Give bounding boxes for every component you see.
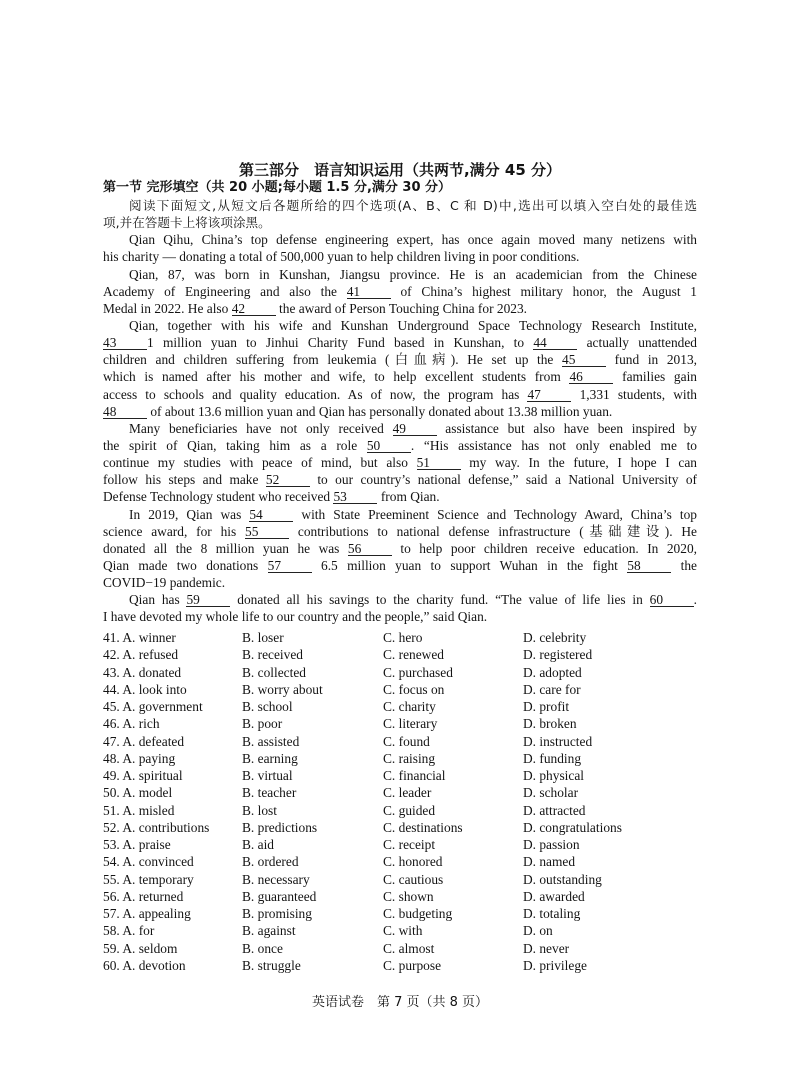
option-b: B. aid xyxy=(242,837,274,852)
option-c: C. raising xyxy=(383,750,436,766)
option-a: 55. A. temporary xyxy=(103,871,194,887)
option-b: B. teacher xyxy=(242,785,297,801)
text-line xyxy=(103,608,697,625)
blank-44: 44 xyxy=(533,336,577,350)
option-c: C. literary xyxy=(383,716,438,732)
question-row xyxy=(103,750,697,767)
text-line xyxy=(103,283,697,300)
text-segment: Medal in 2022. He also xyxy=(103,300,232,316)
blank-45: 45 xyxy=(562,353,606,367)
option-b: B. once xyxy=(242,940,283,956)
question-row xyxy=(103,819,697,836)
text-segment: fund in 2013, xyxy=(606,352,697,368)
option-c: C. almost xyxy=(383,940,435,956)
blank-46: 46 xyxy=(569,370,613,384)
text-segment: Qian made two donations xyxy=(103,557,268,573)
text-line xyxy=(103,540,697,557)
text-segment: 项,并在答题卡上将该项涂黑。 xyxy=(103,215,271,231)
blank-48: 48 xyxy=(103,405,147,419)
option-c: C. destinations xyxy=(383,819,463,835)
text-segment: from Qian. xyxy=(377,489,440,505)
option-b: B. earning xyxy=(242,750,298,766)
question-row xyxy=(103,871,697,888)
option-a: 44. A. look into xyxy=(103,681,187,697)
option-a: 45. A. government xyxy=(103,699,203,714)
text-line xyxy=(103,266,697,283)
text-segment: contributions to national defense infrastructure (基础建设). He xyxy=(289,523,698,539)
question-row xyxy=(103,784,697,801)
option-b: B. lost xyxy=(242,802,277,818)
paragraph xyxy=(103,591,697,625)
option-b: B. poor xyxy=(242,716,283,732)
paragraph xyxy=(103,506,697,592)
question-row xyxy=(103,767,697,784)
question-row xyxy=(103,836,697,853)
option-d: D. scholar xyxy=(523,785,579,801)
text-segment: 6.5 million yuan to support Wuhan in the fight xyxy=(311,557,628,573)
blank-43: 43 xyxy=(103,336,147,350)
option-d: D. broken xyxy=(523,716,577,732)
text-segment: 1,331 students, with xyxy=(571,386,697,402)
text-segment: 阅读下面短文,从短文后各题所给的四个选项(A、B、C 和 D)中,选出可以填入空白处的最佳选 xyxy=(129,198,697,213)
option-b: B. received xyxy=(242,647,303,663)
instructions xyxy=(103,197,697,231)
text-line xyxy=(103,523,697,540)
paragraph xyxy=(103,231,697,265)
blank-52: 52 xyxy=(266,473,310,487)
question-row xyxy=(103,698,697,715)
option-d: D. funding xyxy=(523,750,582,766)
text-segment: of about 13.6 million yuan and Qian has personally donated about 13.38 million yuan. xyxy=(147,403,613,419)
text-segment: donated all the 8 million yuan he was xyxy=(103,540,348,556)
option-a: 46. A. rich xyxy=(103,716,160,732)
text-segment: his charity — donating a total of 500,000 yuan to help children living in poor conditions. xyxy=(103,249,580,265)
option-c: C. honored xyxy=(383,854,443,870)
text-segment: my way. In the future, I hope I can xyxy=(460,455,698,471)
text-segment: follow his steps and make xyxy=(103,472,266,488)
paragraph xyxy=(103,420,697,506)
option-b: B. collected xyxy=(242,664,306,680)
option-b: B. school xyxy=(242,699,293,714)
page-footer: 英语试卷 第 7 页（共 8 页） xyxy=(311,995,489,1010)
option-c: C. purpose xyxy=(383,957,442,973)
text-segment: 1 million yuan to Jinhui Charity Fund based in Kunshan, to xyxy=(147,335,534,351)
text-line xyxy=(103,231,697,248)
question-row xyxy=(103,629,697,646)
text-line xyxy=(103,488,697,505)
option-d: D. congratulations xyxy=(523,819,622,835)
paragraph xyxy=(103,317,697,420)
text-line xyxy=(103,386,697,403)
text-line xyxy=(103,471,697,488)
option-b: B. assisted xyxy=(242,733,300,749)
option-d: D. care for xyxy=(523,681,581,697)
question-row xyxy=(103,940,697,957)
text-line xyxy=(103,368,697,385)
option-b: B. against xyxy=(242,923,296,939)
text-segment: . xyxy=(693,592,697,608)
text-line xyxy=(103,557,697,574)
blank-60: 60 xyxy=(650,593,694,607)
text-line xyxy=(103,591,697,608)
option-d: D. named xyxy=(523,854,576,870)
option-d: D. registered xyxy=(523,647,593,663)
option-a: 54. A. convinced xyxy=(103,854,194,870)
option-b: B. necessary xyxy=(242,871,310,887)
option-b: B. struggle xyxy=(242,957,301,973)
option-a: 53. A. praise xyxy=(103,837,171,852)
option-a: 48. A. paying xyxy=(103,750,176,766)
text-segment: the award of Person Touching China for 2023. xyxy=(275,300,528,316)
text-segment: with State Preeminent Science and Technology Award, China’s top xyxy=(293,506,697,522)
option-d: D. attracted xyxy=(523,802,586,818)
exam-page xyxy=(103,161,697,626)
text-line xyxy=(103,317,697,334)
blank-58: 58 xyxy=(627,559,671,573)
option-c: C. renewed xyxy=(383,647,444,663)
option-d: D. awarded xyxy=(523,888,585,904)
text-segment: to our country’s national defense,” said a National University of xyxy=(309,472,697,488)
option-a: 41. A. winner xyxy=(103,630,176,645)
option-d: D. outstanding xyxy=(523,871,602,887)
text-line xyxy=(103,214,697,231)
option-a: 50. A. model xyxy=(103,785,173,801)
question-row xyxy=(103,853,697,870)
question-row xyxy=(103,664,697,681)
option-a: 49. A. spiritual xyxy=(103,768,183,783)
text-segment: Many beneficiaries have not only received xyxy=(129,420,393,436)
option-d: D. never xyxy=(523,940,570,956)
text-segment: Defense Technology student who received xyxy=(103,489,334,505)
question-row xyxy=(103,681,697,698)
blank-56: 56 xyxy=(348,542,392,556)
text-line xyxy=(103,248,697,265)
text-segment: families gain xyxy=(613,369,697,385)
text-segment: actually unattended xyxy=(577,335,697,351)
option-b: B. worry about xyxy=(242,681,323,697)
text-segment: the xyxy=(671,557,697,573)
text-segment: assistance but also have been inspired by xyxy=(436,420,698,436)
option-b: B. virtual xyxy=(242,768,293,783)
text-line xyxy=(103,506,697,523)
option-a: 59. A. seldom xyxy=(103,940,178,956)
text-segment: children and children suffering from leukemia (白血病). He set up the xyxy=(103,352,563,368)
option-c: C. with xyxy=(383,923,423,939)
option-d: D. physical xyxy=(523,768,584,783)
option-a: 58. A. for xyxy=(103,923,155,939)
option-a: 52. A. contributions xyxy=(103,819,210,835)
text-line xyxy=(103,574,697,591)
text-segment: Qian Qihu, China’s top defense engineering expert, has once again moved many netizens with xyxy=(129,232,697,248)
text-segment: which is named after his mother and wife, to help excellent students from xyxy=(103,369,570,385)
blank-42: 42 xyxy=(232,302,276,316)
question-row xyxy=(103,957,697,974)
option-c: C. cautious xyxy=(383,871,444,887)
option-b: B. predictions xyxy=(242,819,318,835)
text-line xyxy=(103,351,697,368)
text-segment: access to schools and quality education. As of now, the program has xyxy=(103,386,528,402)
text-segment: of China’s highest military honor, the August 1 xyxy=(390,283,697,299)
text-line xyxy=(103,403,697,420)
option-b: B. promising xyxy=(242,906,312,921)
text-segment: Qian has xyxy=(129,592,187,608)
option-d: D. instructed xyxy=(523,733,593,749)
question-row xyxy=(103,905,697,922)
blank-55: 55 xyxy=(245,525,289,539)
text-segment: In 2019, Qian was xyxy=(129,506,250,522)
text-line xyxy=(103,300,697,317)
section-title: 第一节 完形填空（共 20 小题;每小题 1.5 分,满分 30 分） xyxy=(103,180,452,195)
blank-57: 57 xyxy=(268,559,312,573)
text-line xyxy=(103,454,697,471)
option-a: 42. A. refused xyxy=(103,647,179,663)
text-segment: Academy of Engineering and also the xyxy=(103,283,347,299)
option-d: D. profit xyxy=(523,699,570,714)
question-row xyxy=(103,888,697,905)
blank-54: 54 xyxy=(249,508,293,522)
text-line xyxy=(103,197,697,214)
text-segment: . “His assistance has not only enabled me to xyxy=(410,437,697,453)
blank-50: 50 xyxy=(367,439,411,453)
text-line xyxy=(103,334,697,351)
question-row xyxy=(103,802,697,819)
cloze-passage xyxy=(103,197,697,626)
option-c: C. found xyxy=(383,733,430,749)
answer-options xyxy=(103,629,697,974)
option-c: C. hero xyxy=(383,630,423,645)
blank-53: 53 xyxy=(333,490,377,504)
option-a: 43. A. donated xyxy=(103,664,182,680)
option-c: C. leader xyxy=(383,785,432,801)
option-b: B. guaranteed xyxy=(242,888,317,904)
option-d: D. adopted xyxy=(523,664,582,680)
blank-41: 41 xyxy=(347,285,391,299)
text-segment: the spirit of Qian, taking him as a role xyxy=(103,437,367,453)
text-segment: COVID−19 pandemic. xyxy=(103,575,226,591)
blank-49: 49 xyxy=(393,422,437,436)
blank-59: 59 xyxy=(186,593,230,607)
option-a: 57. A. appealing xyxy=(103,906,191,921)
option-a: 60. A. devotion xyxy=(103,957,186,973)
option-c: C. purchased xyxy=(383,664,453,680)
paragraph xyxy=(103,266,697,317)
text-segment: to help poor children receive education. In 2020, xyxy=(391,540,697,556)
option-c: C. focus on xyxy=(383,681,445,697)
option-c: C. budgeting xyxy=(383,906,453,921)
option-c: C. shown xyxy=(383,888,434,904)
text-segment: Qian, together with his wife and Kunshan Underground Space Technology Research Institute, xyxy=(129,317,697,333)
option-d: D. privilege xyxy=(523,957,587,973)
text-segment: donated all his savings to the charity fund. “The value of life lies in xyxy=(230,592,650,608)
text-segment: Qian, 87, was born in Kunshan, Jiangsu province. He is an academician from the Chinese xyxy=(129,266,697,282)
text-line xyxy=(103,437,697,454)
question-row xyxy=(103,715,697,732)
option-c: C. charity xyxy=(383,699,436,714)
option-b: B. ordered xyxy=(242,854,299,870)
option-d: D. on xyxy=(523,923,553,939)
part-title: 第三部分 语言知识运用（共两节,满分 45 分） xyxy=(238,161,562,179)
blank-51: 51 xyxy=(417,456,461,470)
option-c: C. guided xyxy=(383,802,436,818)
question-row xyxy=(103,733,697,750)
option-d: D. totaling xyxy=(523,906,581,921)
text-segment: continue my studies with peace of mind, but also xyxy=(103,455,417,471)
option-b: B. loser xyxy=(242,630,284,645)
option-d: D. celebrity xyxy=(523,630,587,645)
text-segment: I have devoted my whole life to our country and the people,” said Qian. xyxy=(103,609,488,625)
option-a: 51. A. misled xyxy=(103,802,175,818)
option-a: 47. A. defeated xyxy=(103,733,185,749)
option-a: 56. A. returned xyxy=(103,888,184,904)
text-segment: science award, for his xyxy=(103,523,246,539)
question-row xyxy=(103,922,697,939)
option-c: C. receipt xyxy=(383,837,436,852)
text-line xyxy=(103,420,697,437)
blank-47: 47 xyxy=(527,388,571,402)
option-c: C. financial xyxy=(383,768,446,783)
option-d: D. passion xyxy=(523,837,580,852)
question-row xyxy=(103,646,697,663)
